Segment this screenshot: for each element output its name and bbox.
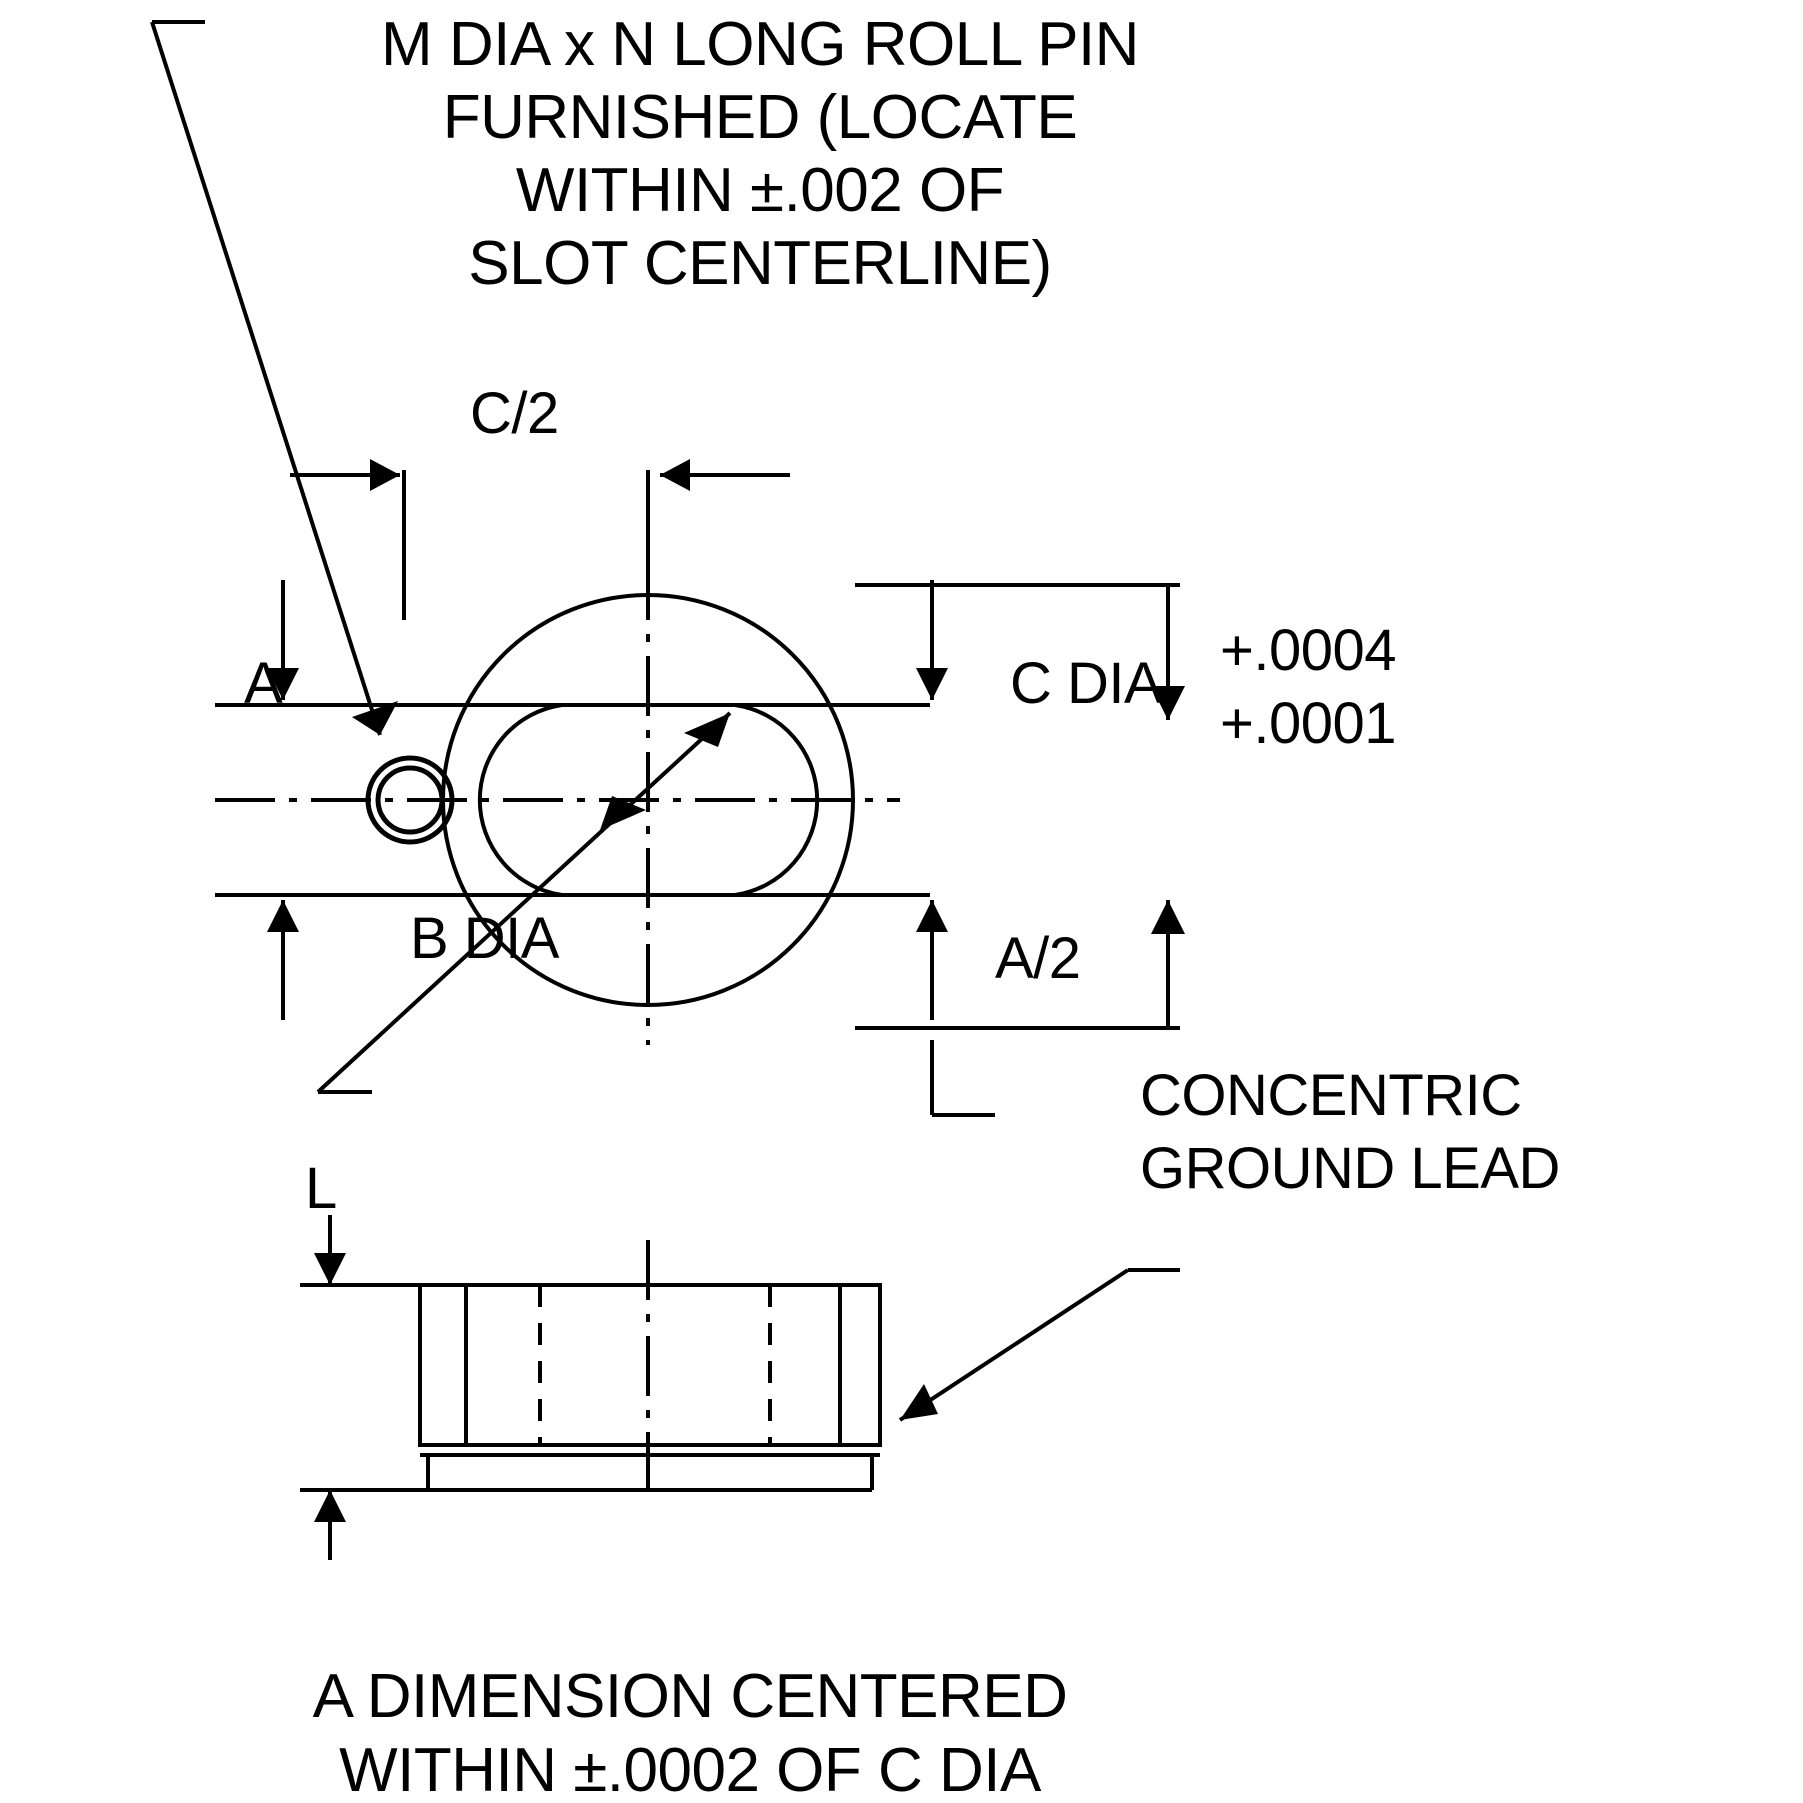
tolerance-upper: +.0004	[1220, 618, 1397, 683]
label-a-half: A/2	[995, 926, 1081, 991]
label-c-half: C/2	[470, 381, 559, 446]
leader-a-half	[932, 1040, 995, 1115]
top-note: M DIA x N LONG ROLL PIN FURNISHED (LOCATE WITHIN ±.002 OF SLOT CENTERLINE)	[381, 10, 1139, 299]
label-b-dia: B DIA	[410, 906, 559, 971]
side-view-hidden-lines	[466, 1285, 840, 1445]
bottom-note: A DIMENSION CENTERED WITHIN ±.0002 OF C DIA	[312, 1662, 1068, 1803]
label-concentric-ground-lead: CONCENTRIC GROUND LEAD	[1140, 1063, 1560, 1201]
label-a: A	[244, 651, 283, 716]
dim-c-half	[290, 459, 790, 620]
leader-concentric-ground-lead	[900, 1270, 1180, 1420]
tolerance-lower: +.0001	[1220, 690, 1397, 756]
tolerance-block	[1220, 615, 1396, 760]
label-c-dia: C DIA	[1010, 651, 1163, 716]
label-l: L	[305, 1156, 337, 1221]
dim-a-half	[916, 580, 948, 1020]
dim-l	[300, 1215, 428, 1560]
